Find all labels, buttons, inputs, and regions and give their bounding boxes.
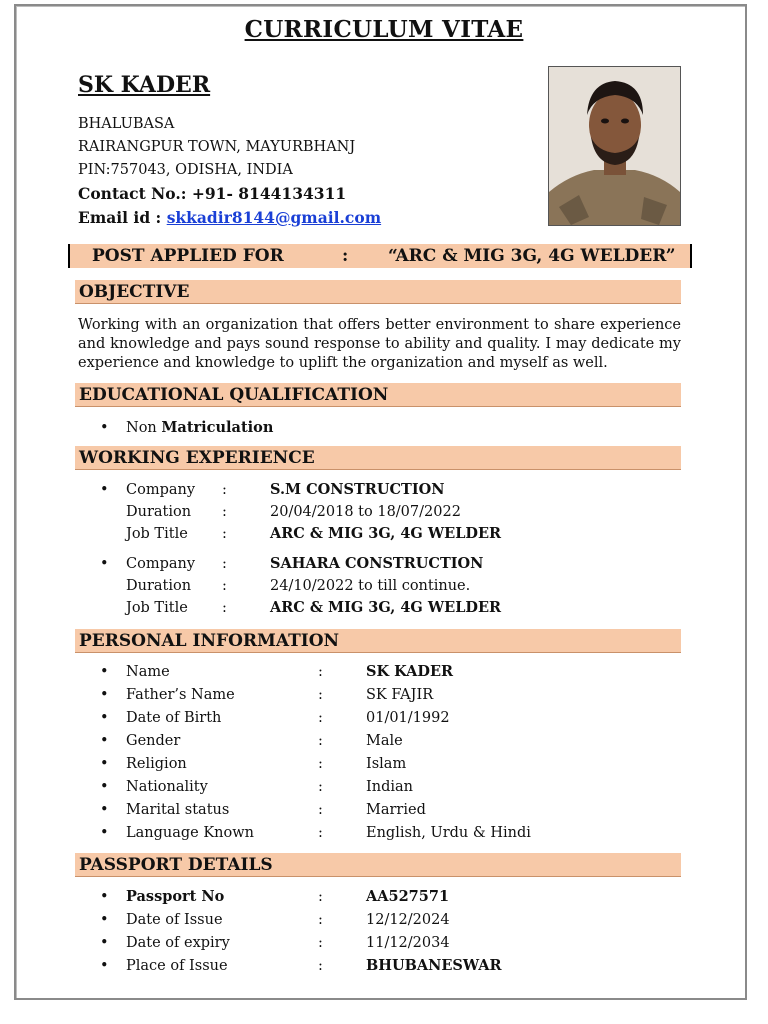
post-colon: : <box>342 246 349 266</box>
personal-value: Male <box>366 733 403 749</box>
contact-label: Contact No.: <box>78 184 187 203</box>
passport-value: 11/12/2034 <box>366 935 450 951</box>
bullet-icon: • <box>100 482 109 498</box>
section-heading-objective: OBJECTIVE <box>75 280 681 304</box>
job-duration-value: 24/10/2022 to till continue. <box>270 578 471 594</box>
personal-value: 01/01/1992 <box>366 710 450 726</box>
colon: : <box>318 935 323 951</box>
job-title-value: ARC & MIG 3G, 4G WELDER <box>270 599 502 616</box>
objective-text: Working with an organization that offers better environment to share experience and knowledge and pays sound response to ability and quality. I may dedicate my experience and knowledge to uplift the organization and myself as well. <box>78 317 681 371</box>
personal-label: Religion <box>126 756 187 772</box>
document-title: CURRICULUM VITAE <box>244 16 524 43</box>
personal-label: Father’s Name <box>126 687 235 703</box>
section-heading-personal: PERSONAL INFORMATION <box>75 629 681 653</box>
bullet-icon: • <box>100 825 109 841</box>
education-prefix: Non <box>126 420 157 436</box>
colon: : <box>318 912 323 928</box>
section-heading-education: EDUCATIONAL QUALIFICATION <box>75 383 681 407</box>
job-company-value: SAHARA CONSTRUCTION <box>270 555 484 572</box>
personal-label: Name <box>126 664 170 680</box>
job-title-label: Job Title <box>126 600 188 616</box>
personal-value: SK KADER <box>366 663 454 680</box>
candidate-name: SK KADER <box>78 72 211 98</box>
colon: : <box>222 482 227 498</box>
colon: : <box>318 779 323 795</box>
passport-label: Place of Issue <box>126 958 228 974</box>
bullet-icon: • <box>100 733 109 749</box>
job-company-label: Company <box>126 482 196 498</box>
bullet-icon: • <box>100 802 109 818</box>
post-value: “ARC & MIG 3G, 4G WELDER” <box>388 246 676 266</box>
bullet-icon: • <box>100 958 109 974</box>
bullet-icon: • <box>100 889 109 905</box>
colon: : <box>318 889 323 905</box>
colon: : <box>222 526 227 542</box>
colon: : <box>222 600 227 616</box>
email-link[interactable]: skkadir8144@gmail.com <box>166 208 382 227</box>
job-company-label: Company <box>126 556 196 572</box>
email-line <box>78 208 381 227</box>
email-label: Email id : <box>78 208 162 227</box>
section-heading-experience: WORKING EXPERIENCE <box>75 446 681 470</box>
colon: : <box>318 710 323 726</box>
colon: : <box>318 756 323 772</box>
education-text <box>126 417 273 439</box>
colon: : <box>318 664 323 680</box>
personal-value: English, Urdu & Hindi <box>366 825 531 841</box>
bullet-icon: • <box>100 420 109 436</box>
address-line-2: RAIRANGPUR TOWN, MAYURBHANJ <box>78 139 356 155</box>
job-title-value: ARC & MIG 3G, 4G WELDER <box>270 525 502 542</box>
profile-photo <box>548 66 681 226</box>
personal-value: Indian <box>366 779 413 795</box>
job-title-label: Job Title <box>126 526 188 542</box>
colon: : <box>318 733 323 749</box>
bullet-icon: • <box>100 756 109 772</box>
job-duration-label: Duration <box>126 578 192 594</box>
bullet-icon: • <box>100 935 109 951</box>
job-duration-value: 20/04/2018 to 18/07/2022 <box>270 504 461 520</box>
personal-label: Marital status <box>126 802 230 818</box>
post-applied-bar <box>68 244 692 268</box>
bullet-icon: • <box>100 710 109 726</box>
colon: : <box>222 578 227 594</box>
passport-value: AA527571 <box>366 888 450 905</box>
address-line-3: PIN:757043, ODISHA, INDIA <box>78 162 293 178</box>
passport-label: Date of Issue <box>126 912 223 928</box>
personal-label: Gender <box>126 733 181 749</box>
colon: : <box>318 825 323 841</box>
bullet-icon: • <box>100 556 109 572</box>
job-duration-label: Duration <box>126 504 192 520</box>
bullet-icon: • <box>100 687 109 703</box>
post-label: POST APPLIED FOR <box>92 246 284 266</box>
personal-label: Date of Birth <box>126 710 222 726</box>
education-value: Matriculation <box>161 419 274 436</box>
bullet-icon: • <box>100 779 109 795</box>
job-company-value: S.M CONSTRUCTION <box>270 481 445 498</box>
colon: : <box>318 958 323 974</box>
colon: : <box>318 802 323 818</box>
colon: : <box>318 687 323 703</box>
passport-value: 12/12/2024 <box>366 912 450 928</box>
passport-label: Passport No <box>126 888 225 905</box>
personal-value: SK FAJIR <box>366 687 434 703</box>
bullet-icon: • <box>100 664 109 680</box>
colon: : <box>222 504 227 520</box>
address-line-1: BHALUBASA <box>78 116 175 132</box>
personal-label: Language Known <box>126 825 255 841</box>
personal-label: Nationality <box>126 779 208 795</box>
passport-label: Date of expiry <box>126 935 230 951</box>
passport-value: BHUBANESWAR <box>366 957 502 974</box>
section-heading-passport: PASSPORT DETAILS <box>75 853 681 877</box>
colon: : <box>222 556 227 572</box>
contact-line <box>78 184 346 203</box>
bullet-icon: • <box>100 912 109 928</box>
personal-value: Married <box>366 802 426 818</box>
personal-value: Islam <box>366 756 407 772</box>
contact-number[interactable]: +91- 8144134311 <box>191 184 347 203</box>
